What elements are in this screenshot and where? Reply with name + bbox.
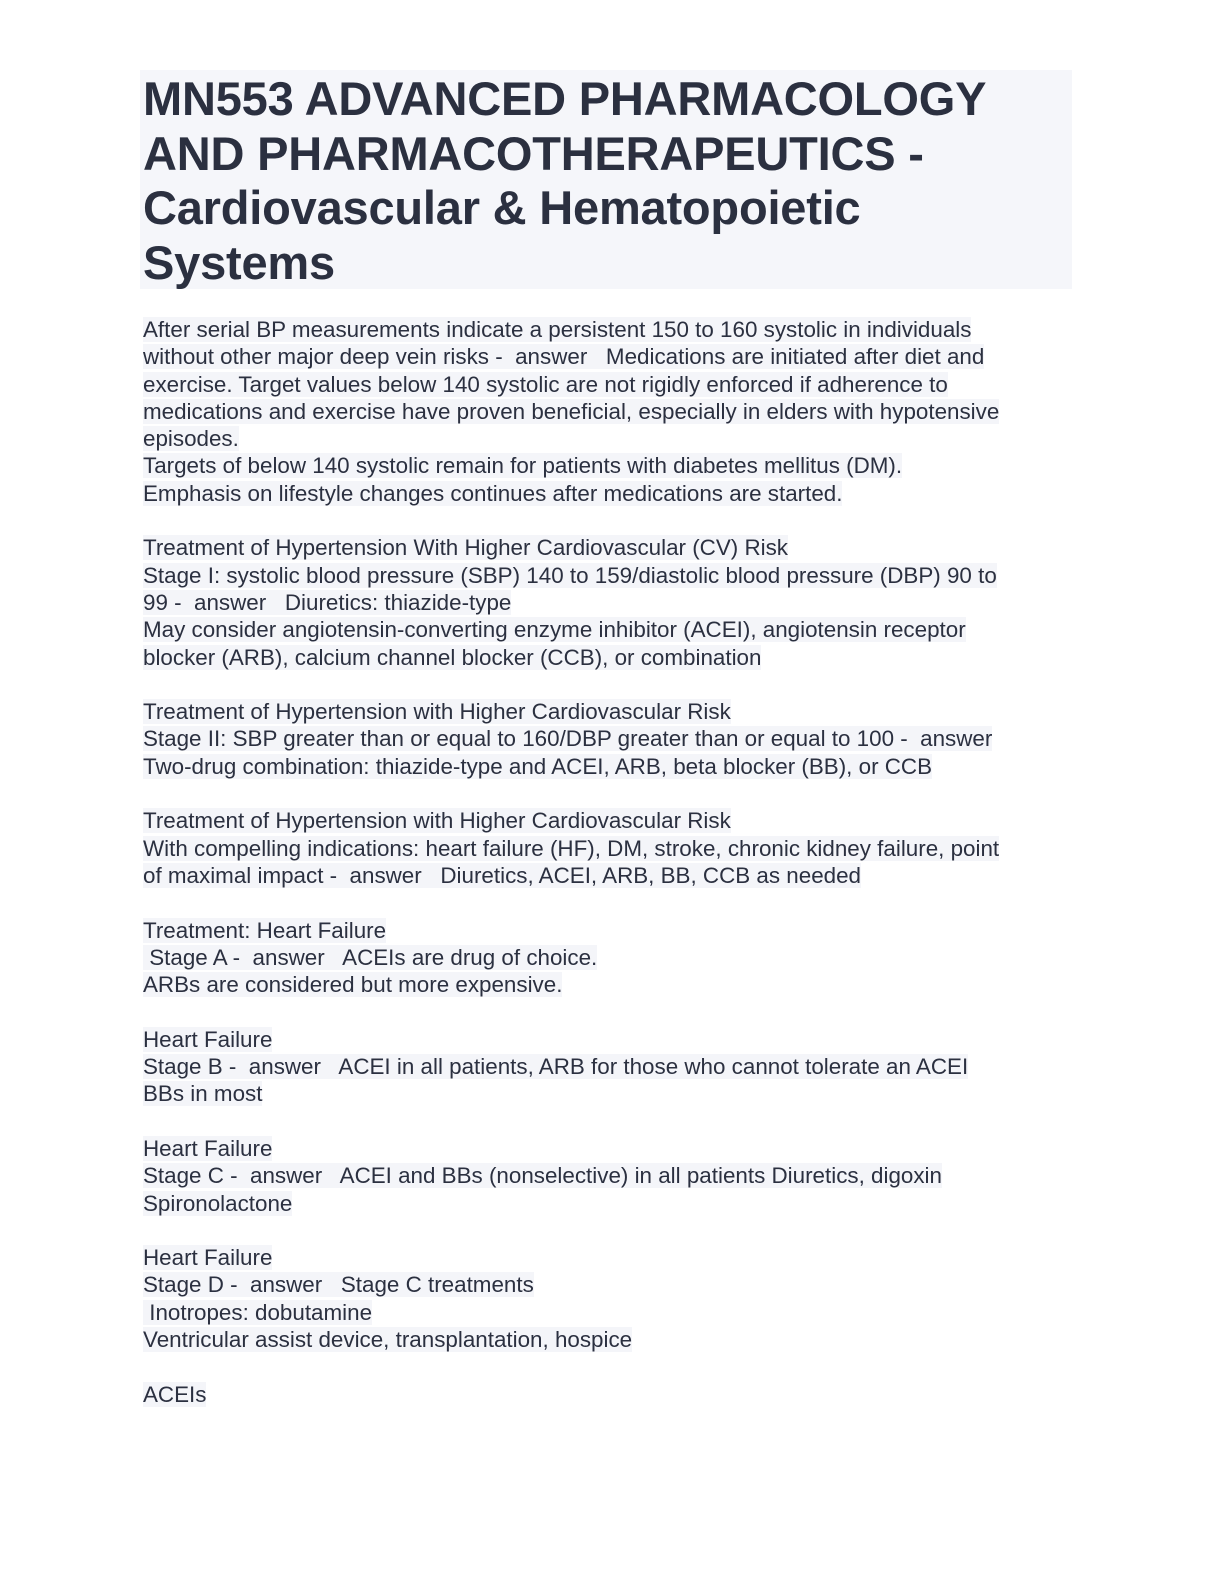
text-line-content: 99 - answer Diuretics: thiazide-type [143, 589, 512, 615]
title-line: Cardiovascular & Hematopoietic [143, 181, 861, 234]
text-line [143, 971, 1073, 998]
text-line-content: May consider angiotensin-converting enzyme inhibitor (ACEI), angiotensin receptor [143, 617, 966, 643]
text-line [143, 343, 1073, 370]
text-line [143, 862, 1073, 889]
qa-block [143, 1244, 1073, 1353]
block-gap [143, 780, 1073, 807]
text-line [143, 644, 1073, 671]
qa-block [143, 534, 1073, 670]
text-line-content: Treatment of Hypertension with Higher Cardiovascular Risk [143, 699, 731, 725]
text-line-content: With compelling indications: heart failure (HF), DM, stroke, chronic kidney failure, point [143, 835, 1000, 861]
block-gap [143, 1217, 1073, 1244]
text-line [143, 807, 1073, 834]
text-line [143, 1271, 1073, 1298]
block-gap [143, 1108, 1073, 1135]
text-line [143, 480, 1073, 507]
text-line [143, 1080, 1073, 1107]
text-line-content: Stage C - answer ACEI and BBs (nonselective) in all patients Diuretics, digoxin [143, 1163, 942, 1189]
text-line [143, 562, 1073, 589]
text-line-content: Stage I: systolic blood pressure (SBP) 140 to 159/diastolic blood pressure (DBP) 90 to [143, 562, 997, 588]
text-line-content: Treatment of Hypertension With Higher Cardiovascular (CV) Risk [143, 535, 788, 561]
text-line [143, 316, 1073, 343]
text-line-content: Treatment: Heart Failure [143, 917, 387, 943]
text-line [143, 944, 1073, 971]
text-line [143, 589, 1073, 616]
qa-block [143, 1135, 1073, 1217]
text-line-content: Stage A - answer ACEIs are drug of choice. [143, 944, 598, 970]
text-line-content: Heart Failure [143, 1245, 273, 1271]
qa-block [143, 1026, 1073, 1108]
qa-block [143, 698, 1073, 780]
text-line-content: Inotropes: dobutamine [143, 1299, 373, 1325]
text-line [143, 1162, 1073, 1189]
text-line [143, 698, 1073, 725]
text-line-content: Stage II: SBP greater than or equal to 160/DBP greater than or equal to 100 - answer [143, 726, 993, 752]
title-line: Systems [143, 235, 335, 289]
text-line [143, 753, 1073, 780]
text-line-content: ACEIs [143, 1381, 207, 1407]
text-line [143, 725, 1073, 752]
text-line-content: Heart Failure [143, 1135, 273, 1161]
text-line-content: Stage D - answer Stage C treatments [143, 1272, 534, 1298]
block-gap [143, 998, 1073, 1025]
text-line-content: without other major deep vein risks - answer Medications are initiated after diet and [143, 344, 985, 370]
text-line [143, 1299, 1073, 1326]
text-line [143, 1053, 1073, 1080]
text-line-content: Two-drug combination: thiazide-type and ACEI, ARB, beta blocker (BB), or CCB [143, 753, 933, 779]
text-line [143, 398, 1073, 425]
qa-block [143, 1381, 1073, 1408]
text-line-content: medications and exercise have proven beneficial, especially in elders with hypotensive [143, 398, 1000, 424]
text-line-content: Ventricular assist device, transplantation, hospice [143, 1326, 633, 1352]
text-line [143, 1381, 1073, 1408]
text-line-content: Stage B - answer ACEI in all patients, ARB for those who cannot tolerate an ACEI [143, 1054, 969, 1080]
document-body [143, 316, 1073, 1408]
text-line-content: blocker (ARB), calcium channel blocker (CCB), or combination [143, 644, 762, 670]
text-line [143, 1326, 1073, 1353]
text-line-content: episodes. [143, 426, 239, 452]
text-line [143, 1135, 1073, 1162]
title-line: MN553 ADVANCED PHARMACOLOGY [143, 72, 987, 125]
text-line-content: Spironolactone [143, 1190, 293, 1216]
block-gap [143, 1353, 1073, 1380]
text-line [143, 616, 1073, 643]
text-line-content: After serial BP measurements indicate a persistent 150 to 160 systolic in individuals [143, 317, 972, 342]
text-line-content: exercise. Target values below 140 systolic are not rigidly enforced if adherence to [143, 371, 948, 397]
block-gap [143, 671, 1073, 698]
text-line [143, 1244, 1073, 1271]
block-gap [143, 889, 1073, 916]
text-line-content: of maximal impact - answer Diuretics, ACEI, ARB, BB, CCB as needed [143, 862, 862, 888]
text-line-content: ARBs are considered but more expensive. [143, 972, 563, 998]
text-line [143, 371, 1073, 398]
block-gap [143, 507, 1073, 534]
text-line-content: Targets of below 140 systolic remain for patients with diabetes mellitus (DM). [143, 453, 903, 479]
text-line [143, 1026, 1073, 1053]
text-line [143, 425, 1073, 452]
text-line [143, 534, 1073, 561]
text-line-content: Heart Failure [143, 1026, 273, 1052]
qa-block [143, 807, 1073, 889]
title-line: AND PHARMACOTHERAPEUTICS - [143, 126, 924, 180]
qa-block [143, 316, 1073, 507]
text-line [143, 835, 1073, 862]
text-line-content: BBs in most [143, 1081, 263, 1107]
text-line [143, 452, 1073, 479]
text-line-content: Emphasis on lifestyle changes continues after medications are started. [143, 480, 843, 506]
text-line [143, 917, 1073, 944]
text-line [143, 1190, 1073, 1217]
text-line-content: Treatment of Hypertension with Higher Cardiovascular Risk [143, 808, 731, 834]
document-title [143, 72, 1063, 290]
qa-block [143, 917, 1073, 999]
